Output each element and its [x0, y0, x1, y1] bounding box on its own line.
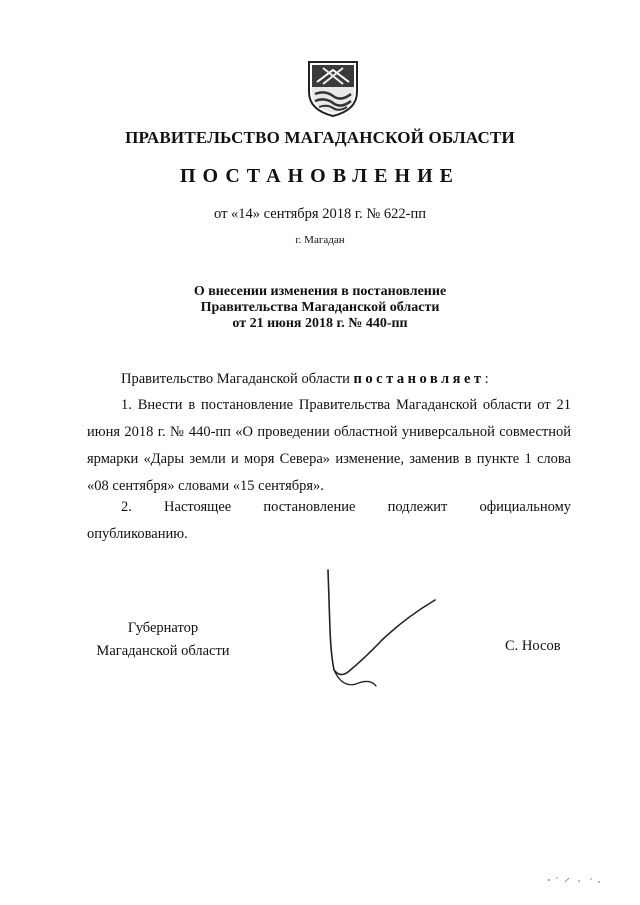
paragraph-item-2	[87, 494, 571, 548]
item-2-word: подлежит	[387, 499, 448, 515]
signer-position-line: Магаданской области	[96, 643, 230, 659]
item-2-last-line: опубликованию.	[87, 526, 188, 542]
intro-paragraph	[87, 366, 571, 393]
item-2-word: постановление	[263, 499, 356, 515]
item-2-word: Настоящее	[164, 499, 232, 515]
paragraph-item-1: 1. Внести в постановление Правительства Магаданской области от 21 июня 2018 г. № 440-пп «О проведении областной универсальной совместной ярмарки «Дары земли и моря Севера» изменение, заменив в пункте 1 слова «08 сентября» словами «15 сентября».	[87, 397, 571, 494]
item-2-first-line	[87, 494, 571, 521]
intro-decree-word: постановляет	[353, 371, 485, 387]
signer-position-line: Губернатор	[127, 620, 199, 636]
item-2-word: официальному	[479, 499, 571, 515]
document-date-number: от «14» сентября 2018 г. № 622-пп	[214, 206, 426, 222]
item-2-word: 2.	[121, 499, 132, 515]
handwritten-signature	[310, 560, 450, 695]
intro-prefix: Правительство Магаданской области	[121, 371, 350, 387]
title-line: Правительства Магаданской области	[200, 300, 440, 315]
coat-of-arms-emblem	[305, 58, 361, 118]
document-type: ПОСТАНОВЛЕНИЕ	[180, 165, 460, 187]
title-line: от 21 июня 2018 г. № 440-пп	[232, 316, 408, 331]
document-title	[0, 284, 640, 332]
government-name: ПРАВИТЕЛЬСТВО МАГАДАНСКОЙ ОБЛАСТИ	[125, 128, 515, 147]
title-line: О внесении изменения в постановление	[193, 284, 447, 299]
scan-marks	[545, 873, 605, 887]
signer-position	[88, 617, 238, 663]
intro-suffix: :	[484, 371, 489, 387]
document-city: г. Магадан	[295, 234, 345, 246]
signer-name: С. Носов	[505, 638, 561, 654]
